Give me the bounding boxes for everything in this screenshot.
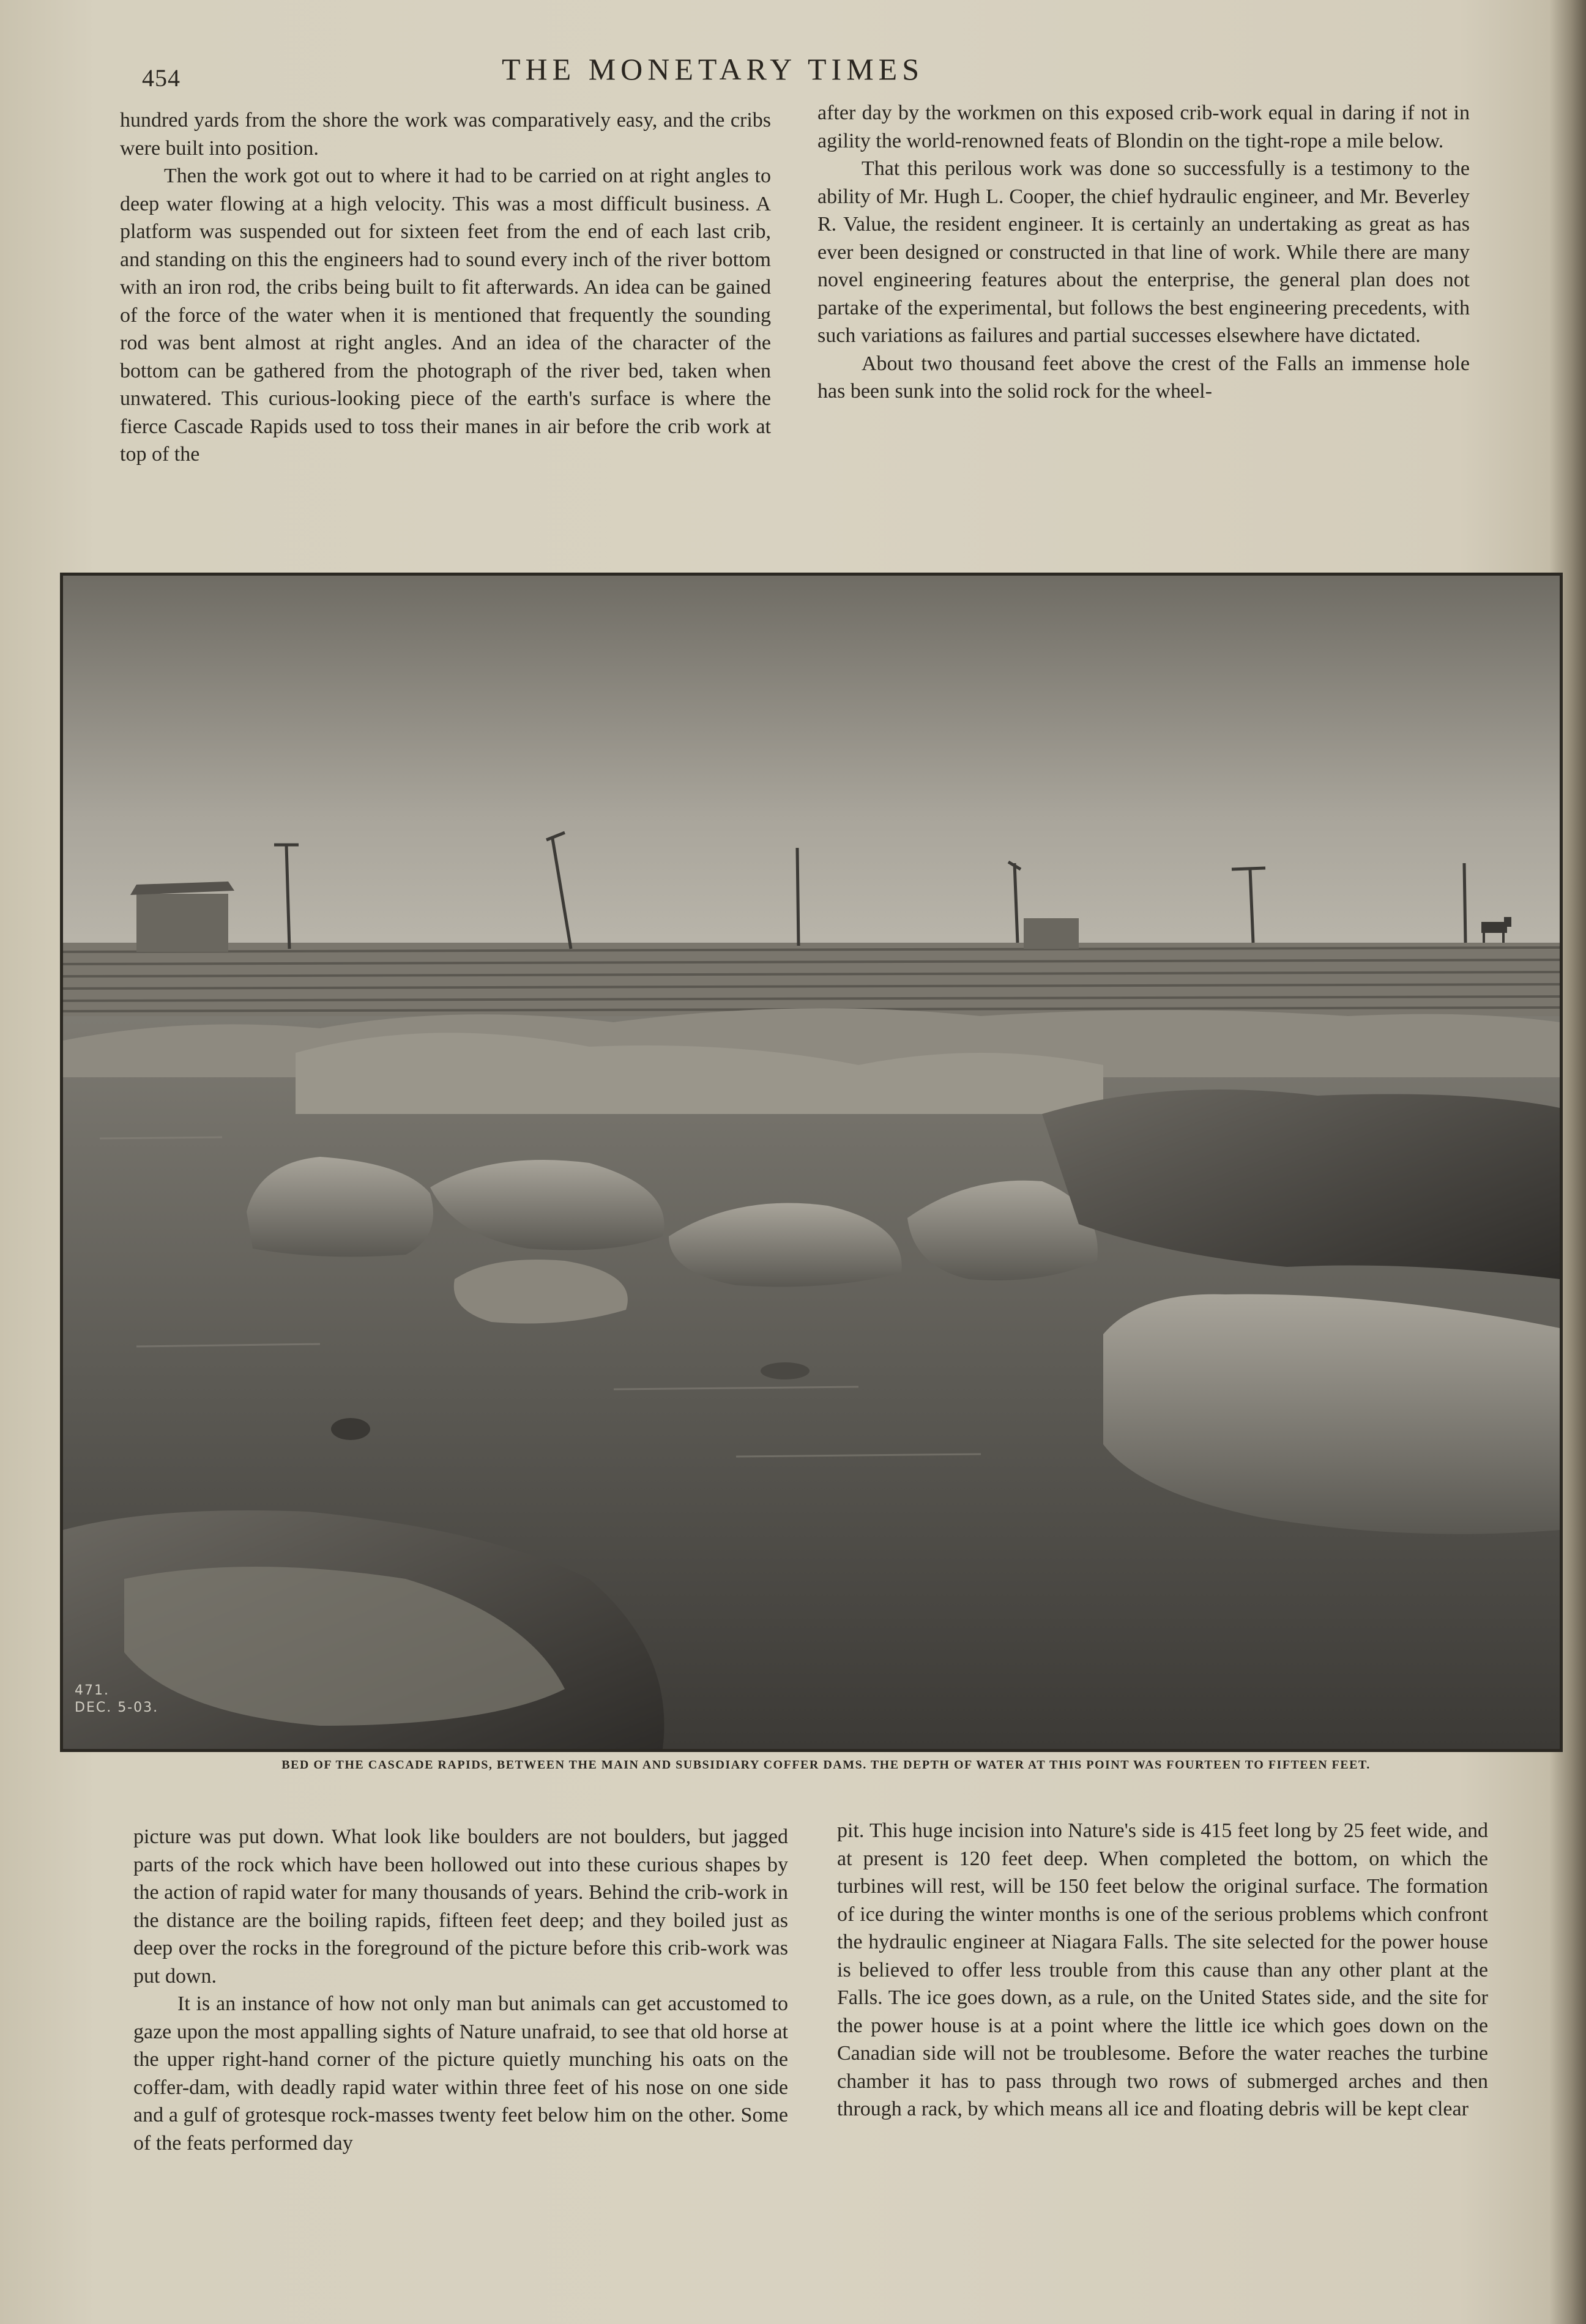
column-top-left [120,106,771,469]
paragraph: About two thousand feet above the crest of the Falls an immense hole has been sunk into the solid rock for the wheel- [817,352,1470,403]
column-top-right [817,99,1470,406]
page-number: 454 [142,64,181,92]
paragraph: It is an instance of how not only man but animals can get accustomed to gaze upon the most appalling sights of Nature unafraid, to see that old horse at the upper right-hand corner of the picture quietly munching his oats on the coffer-dam, with deadly rapid water within three feet of his nose on one side and a gulf of grotesque rock-masses twenty feet below him on the other. Some of the feats performed day [133,1992,788,2155]
running-head: THE MONETARY TIMES [502,52,924,86]
paragraph: That this perilous work was done so successfully is a testimony to the ability of Mr. Hugh L. Cooper, the chief hydraulic engineer, and Mr. Beverley R. Value, the resident engineer. It is certainly an undertaking as great as has ever been designed or constructed in that line of work. While there are many novel engineering features about the enterprise, the general plan does not partake of the experimental, but follows the best engineering precedents, with such variations as failures and partial successes elsewhere have dictated. [817,157,1470,347]
column-bottom-left [133,1823,788,2157]
column-bottom-right [837,1817,1488,2123]
paragraph: pit. This huge incision into Nature's side is 415 feet long by 25 feet wide, and at present is 120 feet deep. When completed the bottom, on which the turbines will rest, will be 150 feet below the original surface. The formation of ice during the winter months is one of the serious problems which confront the hydraulic engineer at Niagara Falls. The site selected for the power house is believed to offer less trouble from this cause than any other plant at the Falls. The ice goes down, as a rule, on the United States side, and the site for the power house is at a point where the little ice which goes down on the Canadian side will not be troublesome. Before the water reaches the turbine chamber it has to pass through two rows of submerged arches and then through a rack, by which means all ice and floating debris will be kept clear [837,1819,1488,2120]
paragraph: after day by the workmen on this exposed crib-work equal in daring if not in agility the world-renowned feats of Blondin on the tight-rope a mile below. [817,102,1470,152]
photo-illustration [63,576,1560,1749]
photo-plate-mark [75,1682,158,1717]
plate-number: 471. [75,1683,110,1698]
paragraph: hundred yards from the shore the work was comparatively easy, and the cribs were built into position. [120,109,771,160]
photo-caption: BED OF THE CASCADE RAPIDS, BETWEEN THE MAIN AND SUBSIDIARY COFFER DAMS. THE DEPTH OF WATER AT THIS POINT WAS FOURTEEN TO FIFTEEN FEET. [281,1758,1371,1772]
paragraph: picture was put down. What look like boulders are not boulders, but jagged parts of the rock which have been hollowed out into these curious shapes by the action of rapid water for many thousands of years. Behind the crib-work in the distance are the boiling rapids, fifteen feet deep; and they boiled just as deep over the rocks in the foreground of the picture before this crib-work was put down. [133,1825,788,1988]
photograph-cascade-rapids-bed [60,573,1563,1752]
paragraph: Then the work got out to where it had to be carried on at right angles to deep water flowing at a high velocity. This was a most difficult business. A platform was suspended out for sixteen feet from the end of each last crib, and standing on this the engineers had to sound every inch of the river bottom with an iron rod, the cribs being built to fit afterwards. An idea can be gained of the force of the water when it is mentioned that frequently the sounding rod was bent almost at right angles. And an idea of the character of the bottom can be gathered from the photograph of the river bed, taken when unwatered. This curious-looking piece of the earth's surface is where the fierce Cascade Rapids used to toss their manes in air before the crib work at top of the [120,165,771,466]
plate-date: DEC. 5-03. [75,1700,159,1715]
